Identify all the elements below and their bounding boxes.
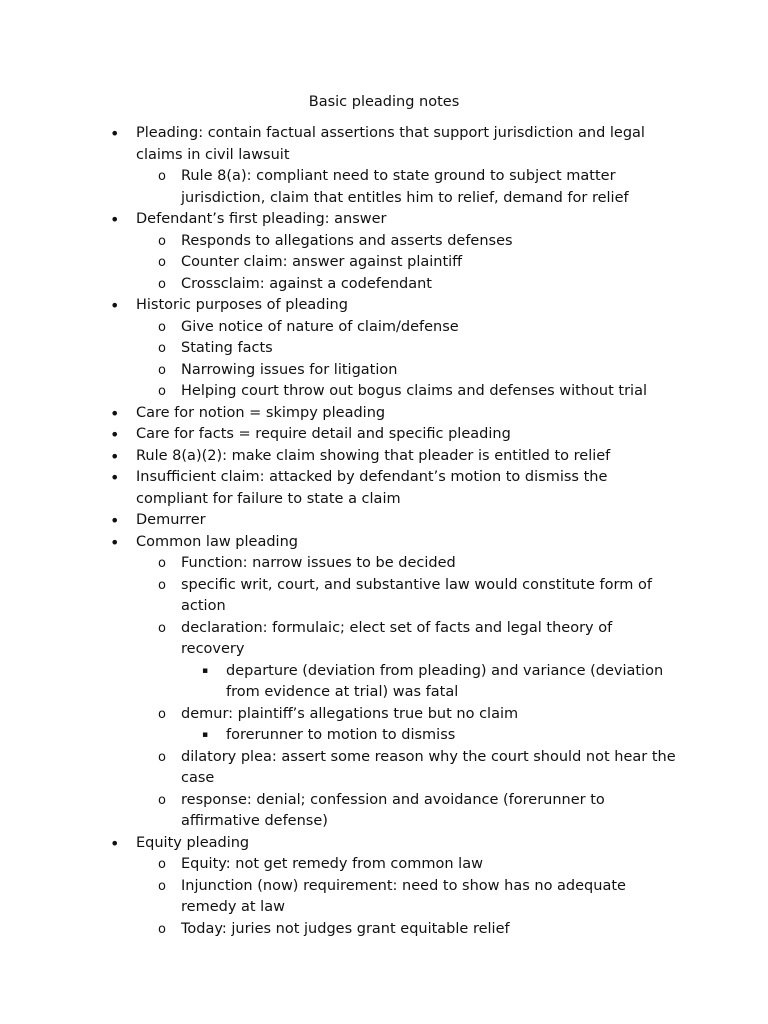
list-item-text: declaration: formulaic; elect set of facts and legal theory of recovery: [181, 619, 613, 657]
list-item: [110, 295, 676, 317]
list-item-text: dilatory plea: assert some reason why the court should not hear the case: [181, 748, 676, 786]
list-item: [158, 360, 676, 382]
list-item-text: Rule 8(a)(2): make claim showing that pleader is entitled to relief: [136, 447, 611, 464]
list-item-text: demur: plaintiff’s allegations true but no claim: [181, 705, 519, 722]
circle-bullet-icon: o: [158, 921, 166, 937]
list-item: [110, 403, 676, 425]
circle-bullet-icon: o: [158, 556, 166, 571]
list-item: [110, 446, 676, 468]
list-item-text: Defendant’s first pleading: answer: [136, 211, 387, 227]
list-item-text: Rule 8(a): compliant need to state ground to subject matter jurisdiction, claim that entitles him to relief, demand for relief: [181, 168, 629, 206]
square-bullet-icon: ▪: [202, 665, 209, 676]
list-item: [158, 919, 676, 941]
bullet-icon: •: [110, 532, 120, 552]
bullet-icon: •: [110, 425, 120, 444]
list-item-text: forerunner to motion to dismiss: [226, 727, 456, 743]
list-item: [158, 876, 676, 919]
list-item: [110, 510, 676, 532]
circle-bullet-icon: o: [158, 878, 166, 894]
list-item-text: specific writ, court, and substantive law would constitute form of action: [181, 576, 652, 614]
list-item: [110, 532, 676, 554]
bullet-icon: •: [110, 833, 120, 853]
bullet-icon: •: [110, 124, 120, 143]
circle-bullet-icon: o: [158, 169, 166, 184]
list-item: [110, 123, 676, 166]
bullet-icon: •: [110, 511, 120, 530]
list-item: [202, 725, 676, 747]
circle-bullet-icon: o: [158, 706, 166, 722]
list-item: [158, 231, 676, 253]
bullet-icon: •: [110, 403, 120, 423]
list-item-text: Insufficient claim: attacked by defendant’s motion to dismiss the compliant for failure to state a claim: [136, 469, 608, 507]
list-item-text: Demurrer: [136, 512, 206, 528]
circle-bullet-icon: o: [158, 341, 166, 356]
circle-bullet-icon: o: [158, 362, 166, 378]
list-item: [158, 854, 676, 876]
circle-bullet-icon: o: [158, 792, 166, 808]
bullet-icon: •: [110, 210, 120, 229]
list-item: [110, 209, 676, 231]
list-item-text: Stating facts: [181, 340, 273, 356]
list-item: [158, 338, 676, 360]
circle-bullet-icon: o: [158, 577, 166, 593]
list-item: [158, 252, 676, 274]
notes-list: [0, 123, 768, 940]
list-item: [202, 661, 676, 704]
list-item-text: Pleading: contain factual assertions that support jurisdiction and legal claims in civil lawsuit: [136, 125, 645, 163]
square-bullet-icon: ▪: [202, 730, 209, 740]
list-item-text: Function: narrow issues to be decided: [181, 555, 456, 571]
list-item-text: response: denial; confession and avoidance (forerunner to affirmative defense): [181, 791, 605, 829]
list-item: [158, 274, 676, 296]
list-item-text: departure (deviation from pleading) and variance (deviation from evidence at trial) was fatal: [226, 662, 664, 700]
list-item-text: Care for notion = skimpy pleading: [136, 404, 386, 421]
list-item-text: Common law pleading: [136, 533, 298, 550]
list-item: [110, 833, 676, 855]
list-item-text: Care for facts = require detail and specific pleading: [136, 426, 511, 442]
list-item: [110, 424, 676, 446]
list-item-text: Responds to allegations and asserts defenses: [181, 232, 513, 249]
list-item-text: Equity: not get remedy from common law: [181, 856, 483, 872]
list-item-text: Equity pleading: [136, 834, 250, 851]
list-item: [158, 166, 676, 209]
list-item: [158, 790, 676, 833]
list-item-text: Helping court throw out bogus claims and defenses without trial: [181, 383, 648, 399]
list-item: [158, 704, 676, 726]
list-item-text: Historic purposes of pleading: [136, 297, 348, 313]
bullet-icon: •: [110, 296, 120, 315]
list-item-text: Injunction (now) requirement: need to show has no adequate remedy at law: [181, 877, 626, 915]
bullet-icon: •: [110, 468, 120, 487]
circle-bullet-icon: o: [158, 384, 166, 399]
list-item-text: Crossclaim: against a codefendant: [181, 275, 432, 292]
list-item-text: Counter claim: answer against plaintiff: [181, 254, 463, 270]
circle-bullet-icon: o: [158, 749, 166, 765]
list-item: [158, 381, 676, 403]
circle-bullet-icon: o: [158, 233, 166, 249]
list-item-text: Narrowing issues for litigation: [181, 361, 398, 378]
list-item-text: Give notice of nature of claim/defense: [181, 318, 459, 335]
list-item: [158, 747, 676, 790]
list-item-text: Today: juries not judges grant equitable relief: [181, 920, 510, 937]
list-item: [158, 317, 676, 339]
list-item: [110, 467, 676, 510]
document-title: Basic pleading notes: [308, 94, 460, 110]
circle-bullet-icon: o: [158, 255, 166, 270]
circle-bullet-icon: o: [158, 319, 166, 335]
bullet-icon: •: [110, 446, 120, 466]
circle-bullet-icon: o: [158, 857, 166, 872]
circle-bullet-icon: o: [158, 620, 166, 636]
circle-bullet-icon: o: [158, 276, 166, 292]
list-item: [158, 618, 676, 661]
list-item: [158, 575, 676, 618]
list-item: [158, 553, 676, 575]
